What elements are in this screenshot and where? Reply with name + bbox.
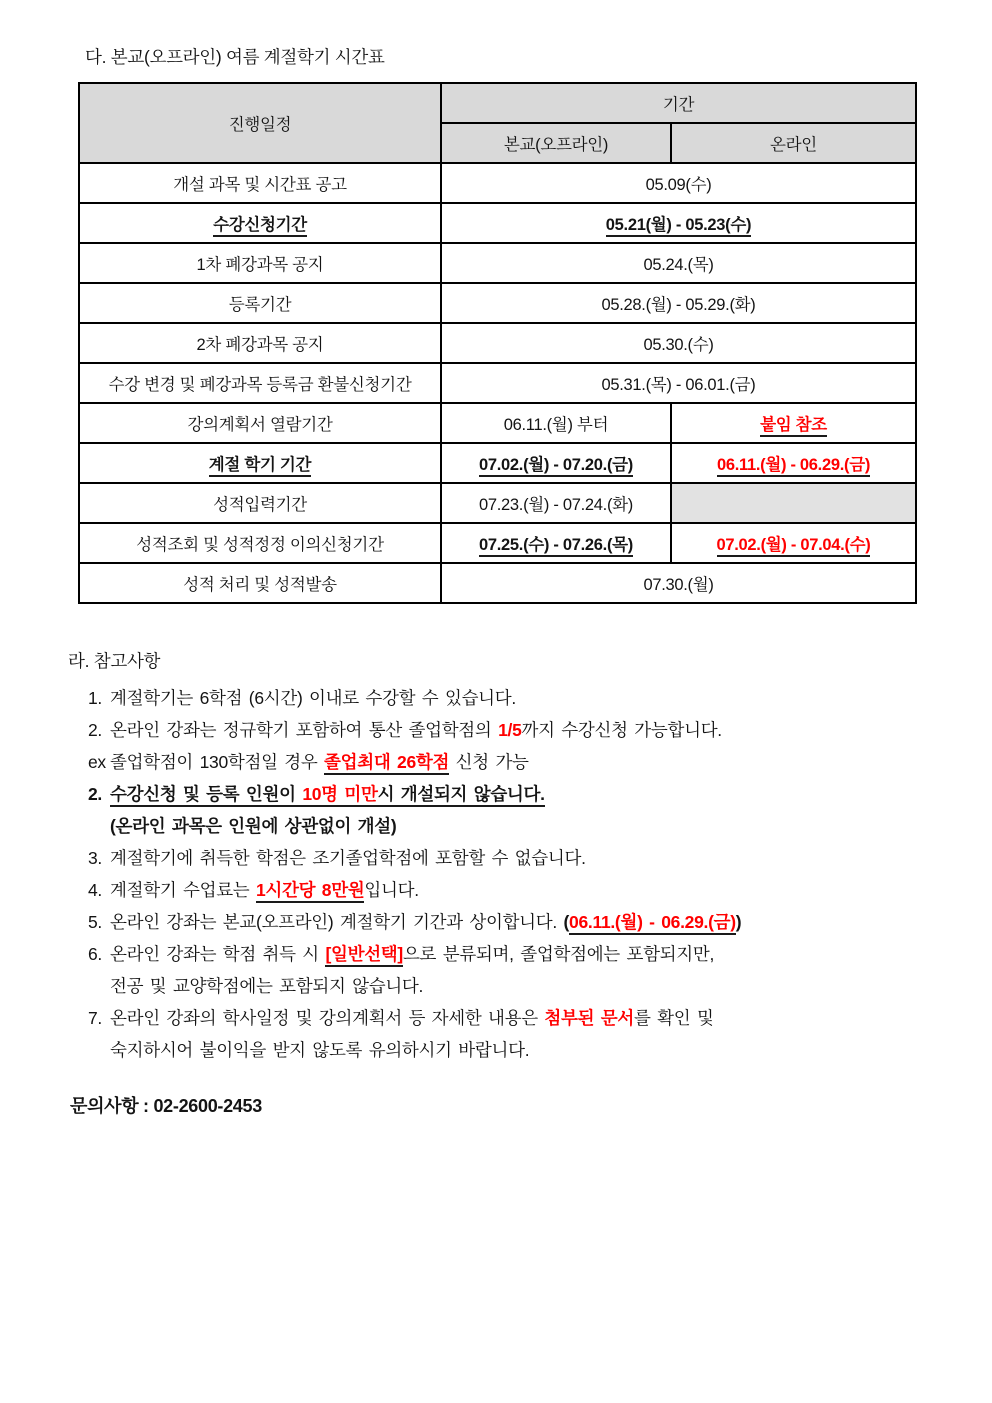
row-value-merged: 05.31.(목) - 06.01.(금) [441,363,916,403]
text-segment: 계절학기는 6학점 (6시간) 이내로 수강할 수 있습니다. [110,688,516,708]
note-text [110,746,992,778]
note-text [110,970,992,1002]
note-text [110,1002,992,1034]
text-segment: 10명 미만 [302,784,377,807]
note-item [68,778,992,810]
note-item [68,906,992,938]
contact-info: 문의사항 : 02-2600-2453 [70,1096,262,1116]
text-segment: 를 확인 및 [634,1008,714,1028]
header-online: 온라인 [671,123,916,163]
note-item [68,1034,992,1066]
row-label: 성적조회 및 성적정정 이의신청기간 [79,523,441,563]
text-segment: 수강신청 및 등록 인원이 [110,784,302,807]
text-segment: ( [563,912,570,932]
note-text [110,906,992,938]
text-segment: 입니다. [364,880,419,900]
text-segment: 온라인 강좌는 본교(오프라인) 계절학기 기간과 상이합니다. [110,912,564,932]
note-item [68,714,992,746]
note-number: ex [88,752,106,772]
row-value-online: 07.02.(월) - 07.04.(수) [671,523,916,563]
row-value-offline: 07.02.(월) - 07.20.(금) [441,443,671,483]
text-segment: (온라인 과목은 인원에 상관없이 개설) [110,816,397,836]
note-item [68,810,992,842]
note-number: 5. [88,912,102,932]
text-segment: [일반선택] [325,944,402,967]
row-value-merged: 05.28.(월) - 05.29.(화) [441,283,916,323]
document-title: 다. 본교(오프라인) 여름 계절학기 시간표 [85,47,385,67]
note-number: 3. [88,848,102,868]
text-segment: 졸업최대 26학점 [324,752,449,775]
text-segment: 졸업학점이 130학점일 경우 [110,752,325,772]
text-segment: 숙지하시어 불이익을 받지 않도록 유의하시기 바랍니다. [110,1040,530,1060]
header-period: 기간 [441,83,916,123]
row-label: 계절 학기 기간 [79,443,441,483]
row-value-merged: 05.24.(목) [441,243,916,283]
text-segment: 시 개설되지 않습니다. [378,784,545,807]
row-value-offline: 06.11.(월) 부터 [441,403,671,443]
table-row [79,203,916,243]
text-segment: 06.11.(월) - 06.29.(금) [569,912,736,935]
note-number: 2. [88,720,102,740]
note-item [68,874,992,906]
table-row [79,163,916,203]
note-text [110,874,992,906]
table-row [79,283,916,323]
table-row [79,323,916,363]
notes-section [68,648,992,1066]
text-segment: 1/5 [498,720,522,740]
note-text [110,938,992,970]
row-value-merged: 05.09(수) [441,163,916,203]
row-value-offline: 07.25.(수) - 07.26.(목) [441,523,671,563]
text-segment: 계절학기에 취득한 학점은 조기졸업학점에 포함할 수 없습니다. [110,848,586,868]
header-schedule: 진행일정 [79,83,441,163]
text-segment: 전공 및 교양학점에는 포함되지 않습니다. [110,976,424,996]
table-header-row-1 [79,83,916,123]
schedule-table [78,82,917,604]
table-row [79,243,916,283]
row-value-online: 06.11.(월) - 06.29.(금) [671,443,916,483]
text-segment: 온라인 강좌는 학점 취득 시 [110,944,326,964]
header-offline: 본교(오프라인) [441,123,671,163]
row-label: 성적입력기간 [79,483,441,523]
row-label: 수강 변경 및 폐강과목 등록금 환불신청기간 [79,363,441,403]
table-row [79,443,916,483]
row-label: 성적 처리 및 성적발송 [79,563,441,603]
note-text [110,1034,992,1066]
table-row [79,363,916,403]
table-row [79,523,916,563]
note-item [68,746,992,778]
text-segment: 첨부된 문서 [544,1008,635,1028]
table-row [79,403,916,443]
text-segment: 1시간당 8만원 [256,880,364,903]
note-item [68,842,992,874]
notes-heading: 라. 참고사항 [68,651,161,671]
text-segment: 온라인 강좌는 정규학기 포함하여 통산 졸업학점의 [110,720,499,740]
row-label: 개설 과목 및 시간표 공고 [79,163,441,203]
row-label: 강의계획서 열람기간 [79,403,441,443]
row-label: 수강신청기간 [79,203,441,243]
row-value-merged: 05.30.(수) [441,323,916,363]
table-row [79,483,916,523]
row-value-merged: 07.30.(월) [441,563,916,603]
text-segment: 계절학기 수업료는 [110,880,256,900]
note-text [110,810,992,842]
note-text [110,842,992,874]
note-number: 4. [88,880,102,900]
row-label: 등록기간 [79,283,441,323]
row-label: 2차 폐강과목 공지 [79,323,441,363]
row-value-merged: 05.21(월) - 05.23(수) [441,203,916,243]
text-segment: ) [735,912,742,932]
note-item [68,938,992,970]
note-text [110,778,992,810]
row-label: 1차 폐강과목 공지 [79,243,441,283]
note-text [110,682,992,714]
note-number: 1. [88,688,102,708]
note-text [110,714,992,746]
text-segment: 까지 수강신청 가능합니다. [521,720,722,740]
note-number: 6. [88,944,102,964]
table-row [79,563,916,603]
text-segment: 온라인 강좌의 학사일정 및 강의계획서 등 자세한 내용은 [110,1008,545,1028]
note-number: 7. [88,1008,102,1028]
text-segment: 으로 분류되며, 졸업학점에는 포함되지만, [402,944,715,964]
row-value-offline: 07.23.(월) - 07.24.(화) [441,483,671,523]
row-value-online-empty [671,483,916,523]
row-value-online: 붙임 참조 [671,403,916,443]
note-item [68,970,992,1002]
note-number: 2. [88,784,102,804]
text-segment: 신청 가능 [449,752,529,772]
note-item [68,1002,992,1034]
note-item [68,682,992,714]
